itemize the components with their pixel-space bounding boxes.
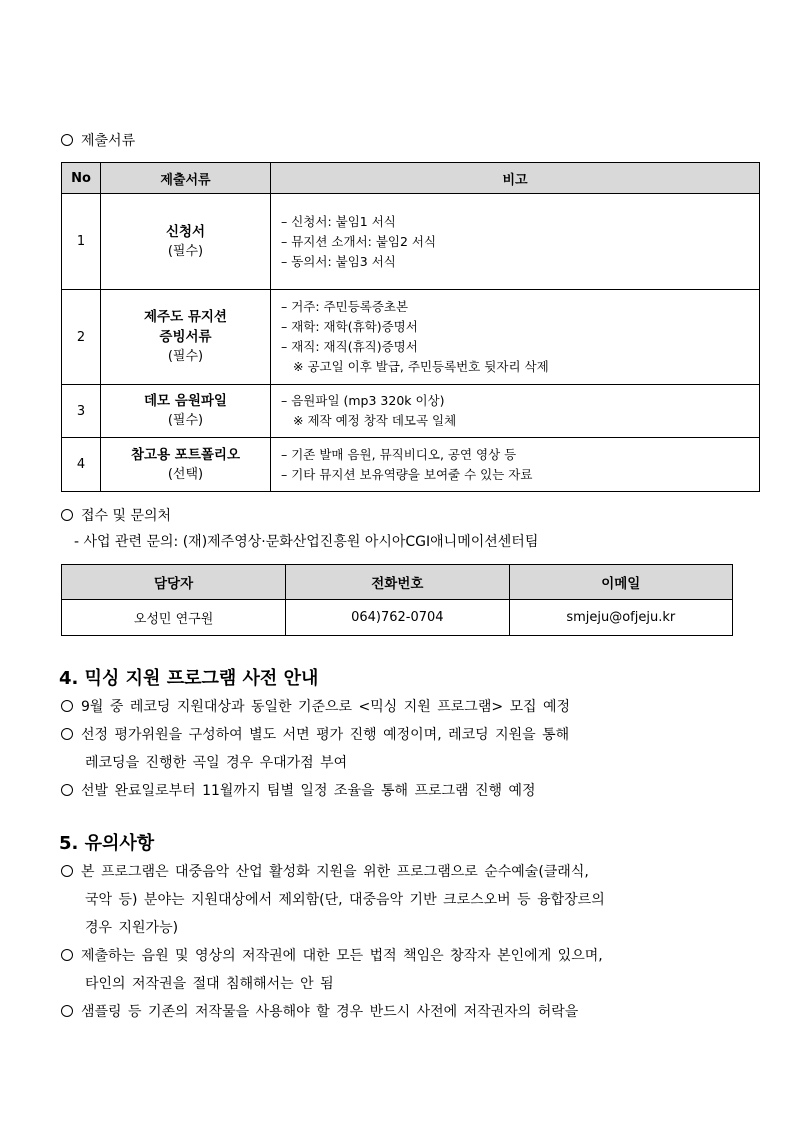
row-no: 3	[62, 385, 101, 438]
contact-heading: 접수 및 문의처	[61, 505, 171, 525]
submit-docs-table	[61, 162, 760, 492]
notes-cell	[271, 290, 760, 385]
doc-requirement: (필수)	[167, 413, 204, 428]
note-line: – 거주: 주민등록증초본	[281, 299, 409, 314]
note-line: – 동의서: 붙임3 서식	[281, 253, 396, 269]
list-item: 본 프로그램은 대중음악 산업 활성화 지원을 위한 프로그램으로 순수예술(클래식, 국악 등) 분야는 지원대상에서 제외함(단, 대중음악 기반 크로스오버 등 융합장르의 경우 지원가능)	[61, 858, 741, 942]
note-line: ※ 공고일 이후 발급, 주민등록번호 뒷자리 삭제	[293, 359, 549, 374]
col-header-phone: 전화번호	[286, 565, 509, 600]
table-row	[62, 385, 760, 438]
doc-requirement: (필수)	[167, 243, 204, 259]
contact-subline: - 사업 관련 문의: (재)제주영상·문화산업진흥원 아시아CGI애니메이션센터팀	[74, 534, 539, 550]
contact-email: smjeju@ofjeju.kr	[509, 600, 732, 636]
note-line: ※ 제작 예정 창작 데모곡 일체	[293, 413, 457, 428]
circle-bullet-icon	[61, 700, 73, 712]
contact-phone: 064)762-0704	[286, 600, 509, 636]
circle-bullet-icon	[61, 509, 73, 521]
circle-bullet-icon	[61, 784, 73, 796]
note-line: – 재직: 재직(휴직)증명서	[281, 339, 418, 354]
row-no: 4	[62, 438, 101, 492]
list-item: 제출하는 음원 및 영상의 저작권에 대한 모든 법적 책임은 창작자 본인에게 있으며, 타인의 저작권을 절대 침해해서는 안 됨	[61, 942, 741, 998]
section-4-title: 4. 믹싱 지원 프로그램 사전 안내	[59, 668, 319, 689]
circle-bullet-icon	[61, 1005, 73, 1017]
doc-name: 제주도 뮤지션	[144, 309, 227, 325]
table-row	[62, 290, 760, 385]
section-5-title: 5. 유의사항	[59, 833, 155, 854]
doc-name-cell	[101, 438, 271, 492]
col-header-email: 이메일	[509, 565, 732, 600]
contact-table	[61, 564, 733, 636]
doc-name: 참고용 포트폴리오	[130, 446, 241, 463]
doc-name: 신청서	[165, 223, 206, 240]
col-header-no: No	[62, 163, 101, 194]
doc-name-cell	[101, 194, 271, 290]
table-row	[62, 600, 733, 636]
note-line: – 신청서: 붙임1 서식	[281, 213, 396, 229]
circle-bullet-icon	[61, 949, 73, 961]
note-line: – 기타 뮤지션 보유역량을 보여줄 수 있는 자료	[281, 466, 533, 482]
list-item: 선정 평가위원을 구성하여 별도 서면 평가 진행 예정이며, 레코딩 지원을 통해 레코딩을 진행한 곡일 경우 우대가점 부여	[61, 721, 741, 777]
table-header-row	[62, 565, 733, 600]
circle-bullet-icon	[61, 134, 73, 146]
section-4-body	[61, 693, 741, 805]
row-no: 1	[62, 194, 101, 290]
row-no: 2	[62, 290, 101, 385]
doc-name-cell	[101, 290, 271, 385]
list-item: 샘플링 등 기존의 저작물을 사용해야 할 경우 반드시 사전에 저작권자의 허락을	[61, 998, 741, 1026]
doc-name-cell	[101, 385, 271, 438]
doc-name: 증빙서류	[159, 329, 212, 345]
note-line: – 뮤지션 소개서: 붙임2 서식	[281, 233, 437, 249]
col-header-notes: 비고	[271, 163, 760, 194]
table-row	[62, 194, 760, 290]
col-header-docs: 제출서류	[101, 163, 271, 194]
list-item: 선발 완료일로부터 11월까지 팀별 일정 조율을 통해 프로그램 진행 예정	[61, 777, 741, 805]
notes-cell	[271, 385, 760, 438]
col-header-person: 담당자	[62, 565, 286, 600]
circle-bullet-icon	[61, 865, 73, 877]
circle-bullet-icon	[61, 728, 73, 740]
doc-requirement: (필수)	[167, 349, 204, 364]
note-line: – 음원파일 (mp3 320k 이상)	[281, 393, 445, 408]
section-5-body	[61, 858, 741, 1026]
note-line: – 기존 발매 음원, 뮤직비디오, 공연 영상 등	[281, 446, 517, 462]
notes-cell	[271, 438, 760, 492]
submit-docs-heading: 제출서류	[61, 130, 135, 150]
contact-person: 오성민 연구원	[62, 600, 286, 636]
doc-name: 데모 음원파일	[144, 393, 227, 409]
note-line: – 재학: 재학(휴학)증명서	[281, 319, 418, 334]
table-row	[62, 438, 760, 492]
doc-requirement: (선택)	[167, 466, 204, 482]
table-header-row	[62, 163, 760, 194]
list-item: 9월 중 레코딩 지원대상과 동일한 기준으로 <믹싱 지원 프로그램> 모집 예정	[61, 693, 741, 721]
notes-cell	[271, 194, 760, 290]
